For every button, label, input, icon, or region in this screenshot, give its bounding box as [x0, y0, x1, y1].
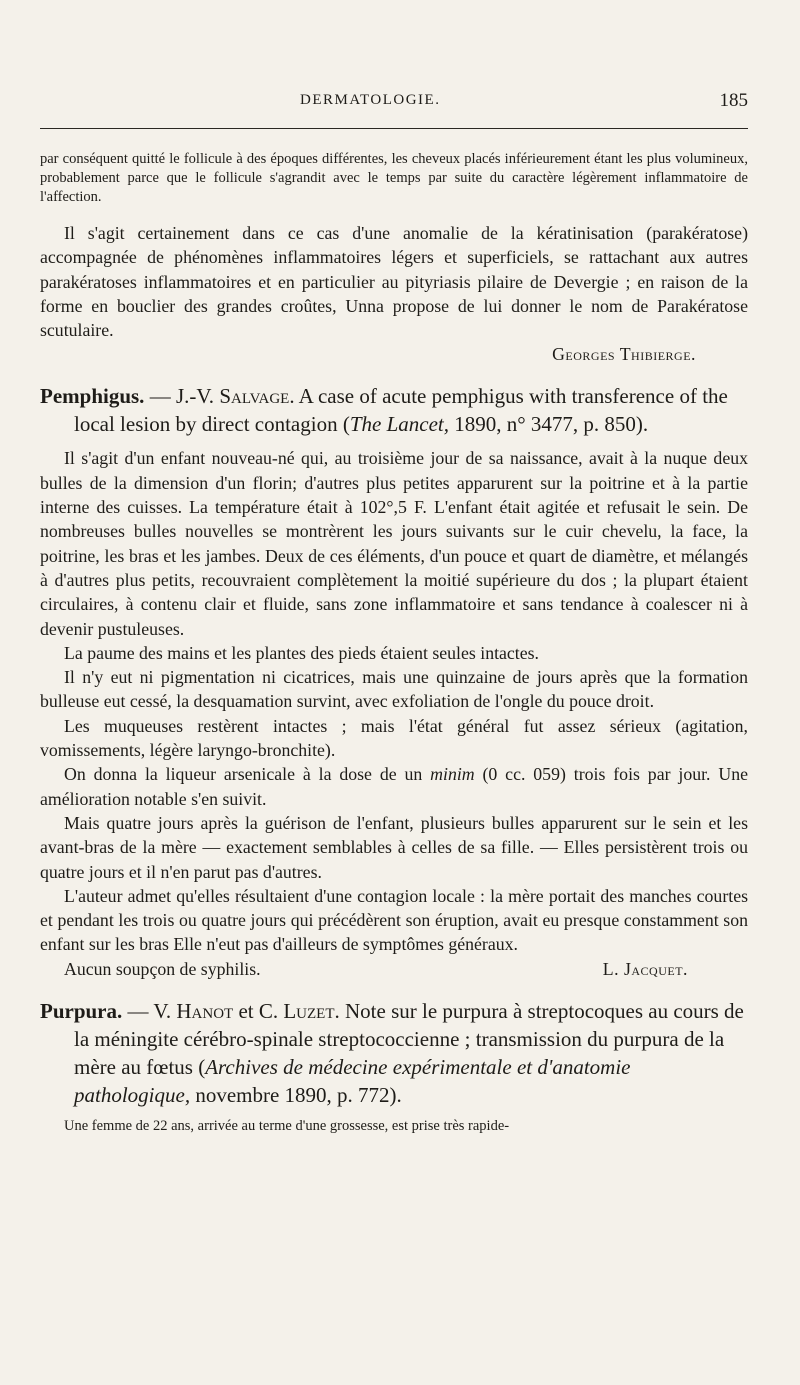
article-paragraph: Aucun soupçon de syphilis.: [64, 958, 261, 979]
author-name: Luzet: [283, 999, 335, 1024]
article-paragraph: Mais quatre jours après la guérison de l'enfant, plusieurs bulles apparurent sur le sein et les avant-bras de la mère — exactement semblables à celles de sa fille. — Elles persistèrent trois ou quatre jours et il n'en parut pas d'autres.: [40, 812, 748, 882]
continued-paragraph: par conséquent quitté le follicule à des époques différentes, les cheveux placés inférieurement étant les plus volumineux, probablement parce que le follicule s'agrandit avec le temps par suite du caractère légèrement inflammatoire de l'affection.: [40, 151, 748, 205]
page-content: [40, 150, 748, 1136]
article-paragraph: Il s'agit certainement dans ce cas d'une anomalie de la kératinisation (parakératose) accompagnée de phénomènes inflammatoires légers et superficiels, se rattachant aux autres parakératoses inflammatoires et en particulier au pityriasis pilaire de Devergie ; en raison de la forme en bouclier des grandes croûtes, Unna propose de lui donner le nom de Parakératose scutulaire.: [40, 223, 748, 341]
article-paragraph: Une femme de 22 ans, arrivée au terme d'une grossesse, est prise très rapide-: [64, 1118, 510, 1135]
closing-line: [40, 957, 748, 981]
article-paragraph: Les muqueuses restèrent intactes ; mais l'état général fut assez sérieux (agitation, vomissements, légère laryngo-bronchite).: [40, 715, 748, 761]
article-parakeratose: [40, 221, 748, 366]
article-title: Pemphigus. — J.-V. Salvage. A case of acute pemphigus with transference of the local lesion by direct contagion (The Lancet, 1890, n° 3477, p. 850).: [40, 384, 728, 437]
article-subject: Purpura.: [40, 999, 123, 1024]
article-title: Purpura. — V. Hanot et C. Luzet. Note sur le purpura à streptocoques au cours de la méningite cérébro-spinale streptococcienne ; transmission du purpura de la mère au fœtus (Archives de médecine expérimentale et d'anatomie pathologique, novembre 1890, p. 772).: [40, 999, 744, 1108]
article-pemphigus: [40, 382, 748, 981]
article-paragraph: On donna la liqueur arsenicale à la dose de un minim (0 cc. 059) trois fois par jour. Une amélioration notable s'en suivit.: [40, 764, 749, 809]
article-purpura: [40, 997, 748, 1136]
article-paragraph: Il s'agit d'un enfant nouveau-né qui, au troisième jour de sa naissance, avait à la nuque deux bulles de la dimension d'un florin; d'autres plus petites apparurent sur la poitrine et à la partie interne des cuisses. La température était à 102°,5 F. L'enfant était agitée et refusait le sein. De nombreuses bulles nouvelles se montrèrent les jours suivants sur le cuir chevelu, la face, la poitrine, les bras et les jambes. Deux de ces éléments, d'un pouce et quart de diamètre, et mélangés à d'autres plus petits, recouvraient complètement la moitié supérieure du dos ; la plupart étaient circulaires, à contenu clair et fluide, sans zone inflammatoire et sans tendance à coalescer ni à devenir pustuleuses.: [40, 448, 748, 639]
author-signature: Georges Thibierge.: [552, 344, 696, 365]
article-subject: Pemphigus.: [40, 384, 145, 409]
article-paragraph: L'auteur admet qu'elles résultaient d'une contagion locale : la mère portait des manches courtes et pendant les trois ou quatre jours qui précédèrent son éruption, avait eu presque constamment son enfant sur les bras Elle n'eut pas d'ailleurs de symptômes généraux.: [40, 885, 748, 955]
journal-name: Archives de médecine expérimentale et d'anatomie pathologique,: [74, 1055, 631, 1108]
article-paragraph: Il n'y eut ni pigmentation ni cicatrices, mais une quinzaine de jours après que la formation bulleuse eut cessé, la desquamation survint, avec exfoliation de l'ongle du pouce droit.: [40, 667, 748, 712]
author-name: Hanot: [176, 999, 234, 1024]
author-signature: L. Jacquet.: [602, 958, 688, 979]
unit-term: minim: [430, 764, 475, 785]
page-header: [40, 92, 748, 114]
header-rule: [40, 128, 748, 129]
article-paragraph: La paume des mains et les plantes des pieds étaient seules intactes.: [64, 642, 540, 663]
running-title: DERMATOLOGIE.: [300, 92, 441, 108]
page-number: 185: [719, 90, 748, 111]
journal-name: The Lancet,: [349, 412, 449, 437]
author-name: Salvage: [219, 384, 290, 409]
